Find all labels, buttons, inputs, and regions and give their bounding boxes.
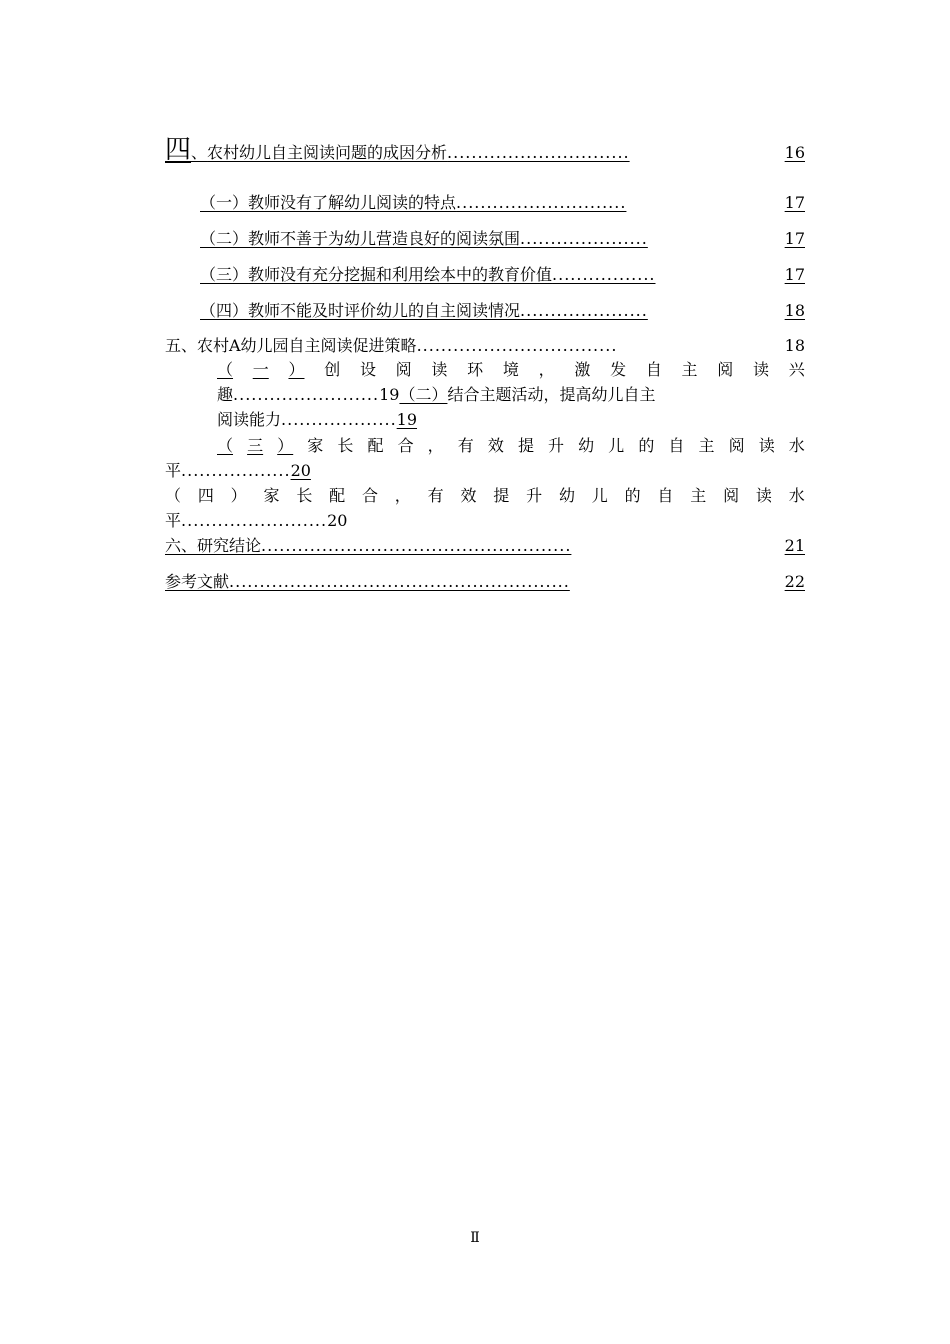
toc-entry-5-3-line1[interactable] xyxy=(217,436,805,456)
toc-dots: ................... xyxy=(281,410,397,429)
char: 阅 xyxy=(717,360,734,379)
toc-label: （二） xyxy=(200,229,249,248)
char: 主 xyxy=(681,360,698,379)
char: （ xyxy=(217,360,234,379)
char: ， xyxy=(427,436,444,455)
toc-title: 结合主题活动，提高幼儿自主 xyxy=(447,385,656,404)
char: 合 xyxy=(361,486,378,505)
char: ， xyxy=(538,360,555,379)
char: （ xyxy=(165,486,182,505)
toc-entry-4-2[interactable] xyxy=(200,229,805,249)
toc-title: 农村幼儿自主阅读问题的成因分析 xyxy=(207,143,448,162)
toc-cont: 阅读能力 xyxy=(217,410,282,429)
toc-entry-5-1-line2[interactable] xyxy=(217,385,805,405)
char: 自 xyxy=(668,436,685,455)
char: 创 xyxy=(324,360,341,379)
toc-dots: .................. xyxy=(181,461,291,480)
char: 长 xyxy=(296,486,313,505)
char: 读 xyxy=(753,360,770,379)
char: 自 xyxy=(657,486,674,505)
char: 自 xyxy=(645,360,662,379)
toc-page: 17 xyxy=(784,229,805,248)
char: 发 xyxy=(610,360,627,379)
char: 长 xyxy=(337,436,354,455)
toc-title: 教师没有充分挖掘和利用绘本中的教育价值 xyxy=(248,265,553,284)
toc-label: （一） xyxy=(200,193,249,212)
toc-page: 17 xyxy=(784,265,805,284)
toc-cont: 平 xyxy=(165,511,182,530)
char: 提 xyxy=(493,486,510,505)
char: 阅 xyxy=(395,360,412,379)
toc-page: 17 xyxy=(784,193,805,212)
char: 合 xyxy=(397,436,414,455)
char: （ xyxy=(217,436,234,455)
toc-page: 22 xyxy=(784,572,805,591)
char: 效 xyxy=(460,486,477,505)
char: 有 xyxy=(457,436,474,455)
char: 境 xyxy=(502,360,519,379)
char: 配 xyxy=(367,436,384,455)
toc-entry-5-4-line1[interactable] xyxy=(165,486,805,506)
toc-page: 18 xyxy=(784,336,805,355)
toc-entry-chapter-5[interactable] xyxy=(165,336,805,356)
char: 提 xyxy=(517,436,534,455)
toc-page: 19 xyxy=(396,410,418,429)
char: 主 xyxy=(690,486,707,505)
char: 儿 xyxy=(591,486,608,505)
toc-title: 五、农村A幼儿园自主阅读促进策略 xyxy=(165,336,417,355)
char: ） xyxy=(288,360,305,379)
toc-page: 21 xyxy=(784,536,805,555)
char: 兴 xyxy=(788,360,805,379)
toc-entry-5-1-line1[interactable] xyxy=(217,360,805,380)
toc-entry-4-3[interactable] xyxy=(200,265,805,285)
toc-label: （四） xyxy=(200,301,249,320)
toc-page: 20 xyxy=(327,511,348,530)
char: 升 xyxy=(526,486,543,505)
toc-entry-4-4[interactable] xyxy=(200,301,805,321)
toc-title: 教师不能及时评价幼儿的自主阅读情况 xyxy=(248,301,521,320)
char: ） xyxy=(230,486,247,505)
toc-page: 16 xyxy=(784,143,805,162)
toc-page: 18 xyxy=(784,301,805,320)
char: 有 xyxy=(427,486,444,505)
toc-entry-4-1[interactable] xyxy=(200,193,805,213)
char: 阅 xyxy=(728,436,745,455)
toc-entry-chapter-6[interactable] xyxy=(165,536,805,556)
char: 读 xyxy=(758,436,775,455)
char: 升 xyxy=(548,436,565,455)
toc-dots: ............................ xyxy=(456,193,627,212)
char: 主 xyxy=(698,436,715,455)
page-number: Ⅱ xyxy=(470,1230,480,1246)
char: 水 xyxy=(788,486,805,505)
char: ） xyxy=(277,436,294,455)
toc-dots: ........................ xyxy=(233,385,380,404)
toc-cont: 趣 xyxy=(217,385,234,404)
char: 的 xyxy=(638,436,655,455)
char: ， xyxy=(394,486,411,505)
char: 设 xyxy=(359,360,376,379)
char: 家 xyxy=(263,486,280,505)
toc-dots: ................................. xyxy=(416,336,618,355)
toc-dots: ........................ xyxy=(181,511,328,530)
toc-entry-5-2-line2[interactable] xyxy=(217,410,417,430)
toc-label: （二） xyxy=(399,385,448,404)
toc-title: 参考文献 xyxy=(165,572,230,591)
toc-page: 20 xyxy=(290,461,311,480)
char: 激 xyxy=(574,360,591,379)
toc-page: 19 xyxy=(379,385,400,404)
toc-entry-chapter-4[interactable] xyxy=(165,135,805,165)
toc-entry-references[interactable] xyxy=(165,572,805,592)
char: 幼 xyxy=(578,436,595,455)
char: 读 xyxy=(431,360,448,379)
toc-dots: ..................... xyxy=(520,301,648,320)
char: 水 xyxy=(788,436,805,455)
toc-cont: 平 xyxy=(165,461,182,480)
toc-entry-5-4-line2[interactable] xyxy=(165,511,347,531)
char: 幼 xyxy=(558,486,575,505)
toc-dots: ................. xyxy=(552,265,656,284)
chapter-separator: 、 xyxy=(191,143,208,162)
char: 效 xyxy=(487,436,504,455)
toc-dots: ........................................................ xyxy=(229,572,570,591)
char: 家 xyxy=(307,436,324,455)
toc-title: 六、研究结论 xyxy=(165,536,262,555)
toc-dots: ................................................... xyxy=(261,536,572,555)
char: 配 xyxy=(329,486,346,505)
char: 一 xyxy=(252,360,269,379)
toc-label: （三） xyxy=(200,265,249,284)
chapter-number: 四 xyxy=(165,135,192,165)
char: 环 xyxy=(467,360,484,379)
toc-dots: .............................. xyxy=(447,143,630,162)
toc-entry-5-3-line2[interactable] xyxy=(165,461,311,481)
char: 四 xyxy=(197,486,214,505)
toc-title: 教师不善于为幼儿营造良好的阅读氛围 xyxy=(248,229,521,248)
char: 读 xyxy=(755,486,772,505)
char: 阅 xyxy=(723,486,740,505)
char: 三 xyxy=(247,436,264,455)
char: 的 xyxy=(624,486,641,505)
char: 儿 xyxy=(608,436,625,455)
toc-dots: ..................... xyxy=(520,229,648,248)
toc-title: 教师没有了解幼儿阅读的特点 xyxy=(248,193,457,212)
